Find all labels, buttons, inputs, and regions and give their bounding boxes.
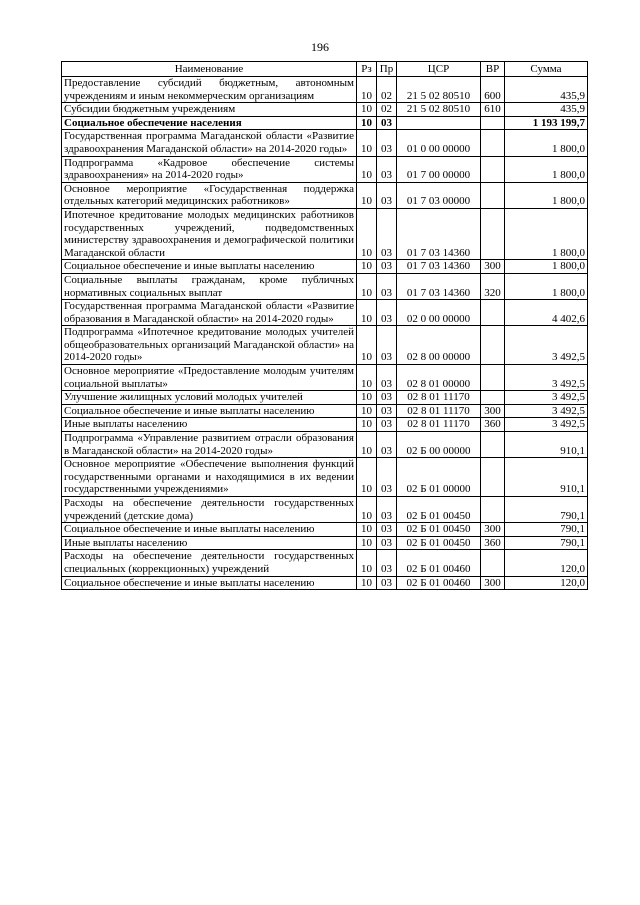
row-name: Субсидии бюджетным учреждениям	[62, 103, 357, 117]
table-row	[62, 576, 588, 590]
row-rz: 10	[357, 536, 377, 550]
header-pr: Пр	[377, 62, 397, 77]
row-pr: 03	[377, 116, 397, 130]
row-sum: 435,9	[505, 77, 588, 103]
row-rz: 10	[357, 77, 377, 103]
row-name: Социальное обеспечение и иные выплаты населению	[62, 260, 357, 274]
row-sum: 1 800,0	[505, 182, 588, 208]
row-name: Основное мероприятие «Обеспечение выполнения функций государственными органами и находящимися в их ведении государственными учреждениями»	[62, 458, 357, 497]
table-row	[62, 77, 588, 103]
row-csr: 02 Б 01 00450	[397, 536, 481, 550]
row-pr: 03	[377, 497, 397, 523]
row-name: Социальное обеспечение населения	[62, 116, 357, 130]
row-name: Социальное обеспечение и иные выплаты населению	[62, 576, 357, 590]
row-vr	[481, 365, 505, 391]
row-csr: 02 Б 01 00000	[397, 458, 481, 497]
row-name: Социальные выплаты гражданам, кроме публичных нормативных социальных выплат	[62, 273, 357, 299]
table-row	[62, 260, 588, 274]
row-rz: 10	[357, 156, 377, 182]
row-pr: 03	[377, 523, 397, 537]
row-csr: 02 8 00 00000	[397, 326, 481, 365]
row-pr: 03	[377, 208, 397, 259]
row-rz: 10	[357, 116, 377, 130]
row-pr: 03	[377, 458, 397, 497]
row-rz: 10	[357, 497, 377, 523]
row-rz: 10	[357, 130, 377, 156]
row-pr: 03	[377, 300, 397, 326]
row-sum: 910,1	[505, 432, 588, 458]
row-csr: 02 0 00 00000	[397, 300, 481, 326]
row-csr: 02 Б 01 00460	[397, 550, 481, 576]
row-sum: 1 193 199,7	[505, 116, 588, 130]
row-rz: 10	[357, 182, 377, 208]
row-vr	[481, 497, 505, 523]
row-vr: 320	[481, 273, 505, 299]
row-vr	[481, 300, 505, 326]
table-row	[62, 432, 588, 458]
row-sum: 4 402,6	[505, 300, 588, 326]
row-pr: 03	[377, 404, 397, 418]
row-csr: 01 7 03 14360	[397, 273, 481, 299]
row-vr: 600	[481, 77, 505, 103]
row-rz: 10	[357, 458, 377, 497]
row-sum: 120,0	[505, 550, 588, 576]
row-csr: 02 Б 00 00000	[397, 432, 481, 458]
row-csr: 01 7 00 00000	[397, 156, 481, 182]
row-csr: 01 0 00 00000	[397, 130, 481, 156]
row-rz: 10	[357, 418, 377, 432]
row-name: Основное мероприятие «Государственная поддержка отдельных категорий медицинских работников»	[62, 182, 357, 208]
row-csr: 02 Б 01 00450	[397, 523, 481, 537]
row-vr	[481, 156, 505, 182]
row-name: Подпрограмма «Управление развитием отрасли образования в Магаданской области» на 2014-2020 годы»	[62, 432, 357, 458]
row-name: Иные выплаты населению	[62, 536, 357, 550]
row-rz: 10	[357, 523, 377, 537]
row-rz: 10	[357, 432, 377, 458]
row-vr	[481, 432, 505, 458]
row-sum: 790,1	[505, 523, 588, 537]
row-vr	[481, 550, 505, 576]
table-row	[62, 497, 588, 523]
table-header-row	[62, 62, 588, 77]
row-rz: 10	[357, 576, 377, 590]
table-row	[62, 156, 588, 182]
row-sum: 435,9	[505, 103, 588, 117]
row-name: Государственная программа Магаданской области «Развитие образования в Магаданской области» на 2014-2020 годы»	[62, 300, 357, 326]
row-name: Основное мероприятие «Предоставление молодым учителям социальной выплаты»	[62, 365, 357, 391]
row-pr: 03	[377, 182, 397, 208]
row-rz: 10	[357, 300, 377, 326]
row-rz: 10	[357, 260, 377, 274]
row-pr: 02	[377, 77, 397, 103]
row-csr: 02 8 01 11170	[397, 418, 481, 432]
table-row	[62, 273, 588, 299]
row-rz: 10	[357, 103, 377, 117]
row-name: Социальное обеспечение и иные выплаты населению	[62, 404, 357, 418]
row-sum: 790,1	[505, 536, 588, 550]
row-rz: 10	[357, 208, 377, 259]
row-pr: 03	[377, 536, 397, 550]
row-sum: 910,1	[505, 458, 588, 497]
row-name: Иные выплаты населению	[62, 418, 357, 432]
budget-table	[61, 61, 588, 590]
row-pr: 02	[377, 103, 397, 117]
row-csr: 02 8 01 00000	[397, 365, 481, 391]
row-csr: 21 5 02 80510	[397, 103, 481, 117]
row-pr: 03	[377, 576, 397, 590]
row-pr: 03	[377, 418, 397, 432]
row-vr	[481, 182, 505, 208]
row-sum: 3 492,5	[505, 391, 588, 405]
row-csr: 01 7 03 00000	[397, 182, 481, 208]
table-row	[62, 536, 588, 550]
row-sum: 1 800,0	[505, 156, 588, 182]
row-rz: 10	[357, 550, 377, 576]
row-csr: 02 8 01 11170	[397, 404, 481, 418]
row-csr: 02 Б 01 00460	[397, 576, 481, 590]
row-pr: 03	[377, 273, 397, 299]
row-rz: 10	[357, 326, 377, 365]
row-pr: 03	[377, 365, 397, 391]
row-vr	[481, 116, 505, 130]
row-name: Подпрограмма «Ипотечное кредитование молодых учителей общеобразовательных организаций Магаданской области» на 2014-2020 годы»	[62, 326, 357, 365]
row-sum: 120,0	[505, 576, 588, 590]
row-name: Предоставление субсидий бюджетным, автономным учреждениям и иным некоммерческим организациям	[62, 77, 357, 103]
table-row	[62, 208, 588, 259]
row-sum: 790,1	[505, 497, 588, 523]
row-vr: 300	[481, 576, 505, 590]
row-sum: 1 800,0	[505, 273, 588, 299]
table-row	[62, 404, 588, 418]
row-vr: 300	[481, 523, 505, 537]
row-csr: 01 7 03 14360	[397, 208, 481, 259]
row-name: Государственная программа Магаданской области «Развитие здравоохранения Магаданской области» на 2014-2020 годы»	[62, 130, 357, 156]
table-row	[62, 523, 588, 537]
row-vr: 300	[481, 260, 505, 274]
table-row	[62, 458, 588, 497]
row-sum: 1 800,0	[505, 208, 588, 259]
row-sum: 3 492,5	[505, 326, 588, 365]
row-csr: 02 8 01 11170	[397, 391, 481, 405]
table-row	[62, 391, 588, 405]
row-vr	[481, 458, 505, 497]
row-csr: 21 5 02 80510	[397, 77, 481, 103]
row-sum: 3 492,5	[505, 404, 588, 418]
row-csr	[397, 116, 481, 130]
header-csr: ЦСР	[397, 62, 481, 77]
row-name: Ипотечное кредитование молодых медицинских работников государственных учреждений, подведомственных министерству здравоохранения и демографической политики Магаданской области	[62, 208, 357, 259]
row-name: Подпрограмма «Кадровое обеспечение системы здравоохранения» на 2014-2020 годы»	[62, 156, 357, 182]
row-pr: 03	[377, 156, 397, 182]
header-vr: ВР	[481, 62, 505, 77]
row-rz: 10	[357, 273, 377, 299]
table-row	[62, 300, 588, 326]
table-row	[62, 550, 588, 576]
row-vr	[481, 391, 505, 405]
row-pr: 03	[377, 391, 397, 405]
row-rz: 10	[357, 404, 377, 418]
header-sum: Сумма	[505, 62, 588, 77]
table-row	[62, 418, 588, 432]
row-name: Расходы на обеспечение деятельности государственных учреждений (детские дома)	[62, 497, 357, 523]
header-name: Наименование	[62, 62, 357, 77]
row-pr: 03	[377, 432, 397, 458]
row-name: Улучшение жилищных условий молодых учителей	[62, 391, 357, 405]
row-vr: 360	[481, 418, 505, 432]
row-sum: 3 492,5	[505, 418, 588, 432]
row-rz: 10	[357, 391, 377, 405]
row-sum: 3 492,5	[505, 365, 588, 391]
row-name: Расходы на обеспечение деятельности государственных специальных (коррекционных) учреждений	[62, 550, 357, 576]
row-pr: 03	[377, 326, 397, 365]
page-number: 196	[311, 40, 329, 54]
row-vr: 360	[481, 536, 505, 550]
table-row	[62, 365, 588, 391]
row-sum: 1 800,0	[505, 130, 588, 156]
row-sum: 1 800,0	[505, 260, 588, 274]
row-vr	[481, 326, 505, 365]
row-pr: 03	[377, 550, 397, 576]
row-vr	[481, 208, 505, 259]
row-name: Социальное обеспечение и иные выплаты населению	[62, 523, 357, 537]
row-vr	[481, 130, 505, 156]
table-row	[62, 116, 588, 130]
table-row	[62, 103, 588, 117]
row-csr: 02 Б 01 00450	[397, 497, 481, 523]
header-rz: Рз	[357, 62, 377, 77]
table-row	[62, 326, 588, 365]
row-csr: 01 7 03 14360	[397, 260, 481, 274]
row-vr: 300	[481, 404, 505, 418]
row-pr: 03	[377, 260, 397, 274]
row-pr: 03	[377, 130, 397, 156]
row-vr: 610	[481, 103, 505, 117]
table-row	[62, 182, 588, 208]
table-row	[62, 130, 588, 156]
row-rz: 10	[357, 365, 377, 391]
